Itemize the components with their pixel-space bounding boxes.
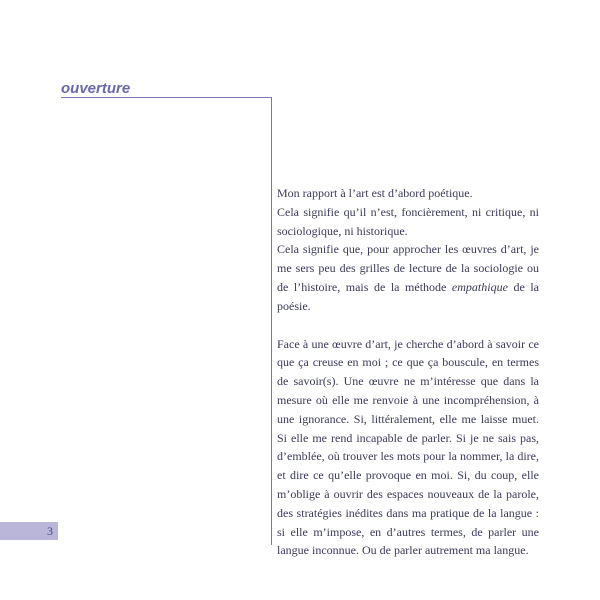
emphasis-word: empathique (451, 279, 508, 294)
paragraph-1-line-1: Mon rapport à l’art est d’abord poétique. (277, 186, 473, 200)
paragraph-1-line-3-end: de la poésie. (277, 279, 539, 313)
title-rule-horizontal (61, 97, 272, 98)
page-number-tab (0, 522, 58, 540)
body-text (277, 184, 539, 560)
paragraph-1-line-2: Cela signifie qu’il n’est, foncièrement, ni critique, ni sociologique, ni historique. (277, 204, 539, 238)
margin-rule-vertical (271, 97, 272, 545)
page-number: 3 (47, 524, 53, 538)
paragraph-2: Face à une œuvre d’art, je cherche d’abord à savoir ce que ça creuse en moi ; ce que ça bouscule, en termes de savoir(s). Une œuvre ne m’intéresse que dans la mesure où elle me renvoie à une incompréhension, à une ignorance. Si, littéralement, elle me laisse muet. Si elle me rend incapable de parler. Si je ne sais pas, d’emblée, où trouver les mots pour la nommer, la dire, et dire ce qu’elle provoque en moi. Si, du coup, elle m’oblige à ouvrir des espaces nouveaux de la parole, des stratégies inédites dans ma pratique de la langue : si elle m’impose, en d’autres termes, de parler une langue inconnue. Ou de parler autrement ma langue. (277, 336, 539, 558)
section-title: ouverture (61, 80, 131, 97)
paragraph-1-line-3-text: Cela signifie que, pour approcher les œuvres d’art, je me sers peu des grilles de lecture de la sociologie ou de l’histoire, mais de la méthode (277, 242, 539, 294)
paragraph-1-line-3 (277, 240, 539, 315)
